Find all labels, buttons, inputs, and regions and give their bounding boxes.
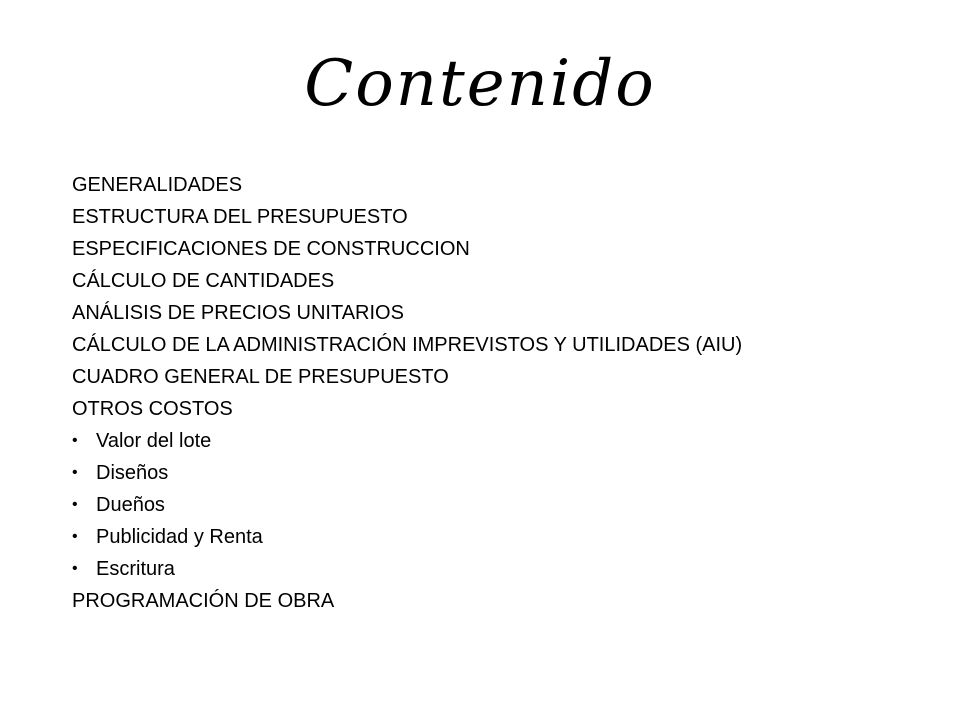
bullet-icon: • <box>72 432 78 449</box>
content-item-programacion-obra: PROGRAMACIÓN DE OBRA <box>72 590 335 612</box>
sub-item-valor-lote <box>72 425 932 457</box>
sub-item-duenos <box>72 489 932 521</box>
content-item-otros-costos: OTROS COSTOS <box>72 398 233 420</box>
content-item-estructura: ESTRUCTURA DEL PRESUPUESTO <box>72 206 408 228</box>
sub-item-escritura <box>72 553 932 585</box>
sub-item-label: Dueños <box>96 494 165 516</box>
content-item-calculo-aiu: CÁLCULO DE LA ADMINISTRACIÓN IMPREVISTOS Y UTILIDADES (AIU) <box>72 334 743 356</box>
content-list <box>72 169 932 617</box>
content-item-cuadro-general: CUADRO GENERAL DE PRESUPUESTO <box>72 366 449 388</box>
sub-item-label: Escritura <box>96 558 175 580</box>
bullet-icon: • <box>72 496 78 513</box>
content-item-especificaciones: ESPECIFICACIONES DE CONSTRUCCION <box>72 238 470 260</box>
content-item-analisis-precios: ANÁLISIS DE PRECIOS UNITARIOS <box>72 302 404 324</box>
bullet-icon: • <box>72 528 78 545</box>
content-item-generalidades: GENERALIDADES <box>72 174 243 196</box>
sub-item-label: Publicidad y Renta <box>96 526 263 548</box>
sub-item-publicidad-renta <box>72 521 932 553</box>
slide-title: Contenido <box>304 47 656 121</box>
sub-item-disenos <box>72 457 932 489</box>
bullet-icon: • <box>72 560 78 577</box>
sub-item-label: Diseños <box>96 462 169 484</box>
bullet-icon: • <box>72 464 78 481</box>
content-item-calculo-cantidades: CÁLCULO DE CANTIDADES <box>72 270 335 292</box>
sub-item-label: Valor del lote <box>96 430 212 452</box>
